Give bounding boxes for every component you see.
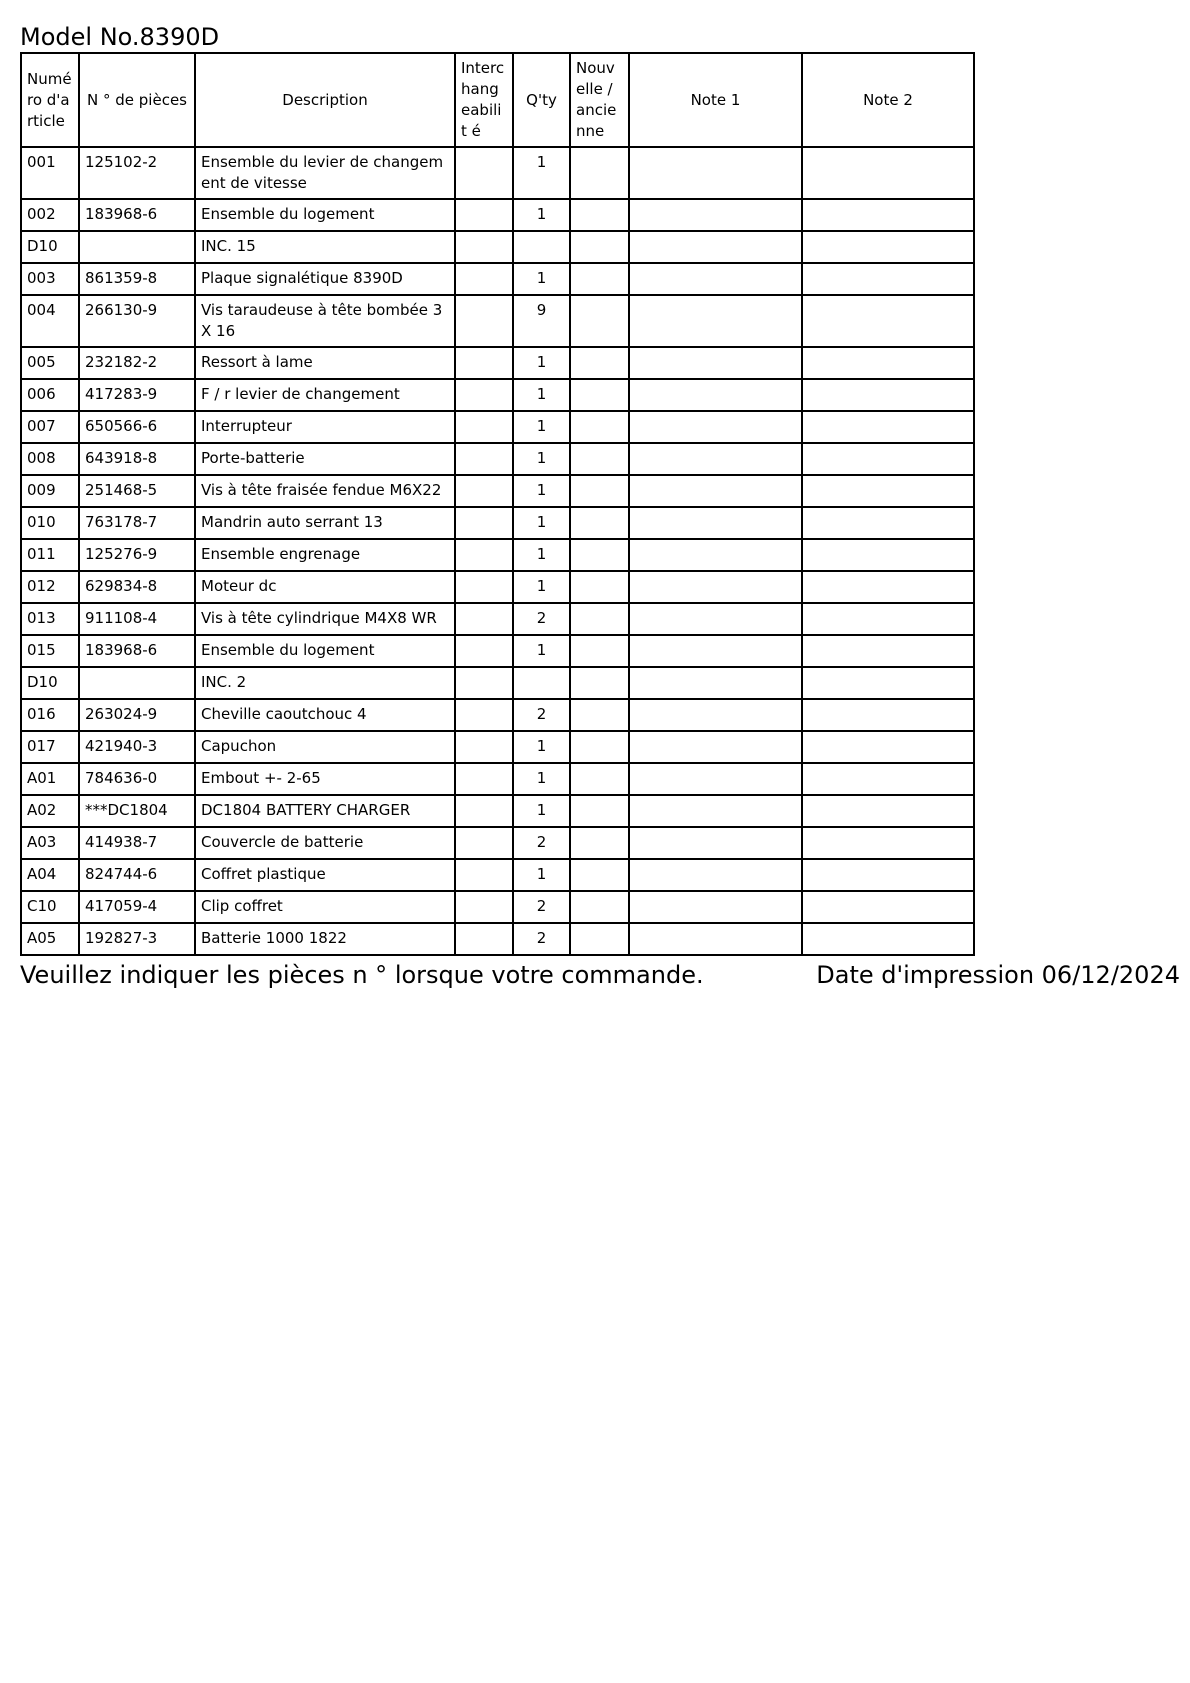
- cell-new-old: [570, 507, 629, 539]
- cell-description: Ensemble du logement: [195, 199, 455, 231]
- cell-note-2: [802, 635, 974, 667]
- cell-item-no: A05: [21, 923, 79, 955]
- cell-item-no: A04: [21, 859, 79, 891]
- table-row: [21, 667, 974, 699]
- cell-item-no: 010: [21, 507, 79, 539]
- cell-note-2: [802, 411, 974, 443]
- cell-interchangeability: [455, 571, 513, 603]
- table-row: [21, 731, 974, 763]
- cell-new-old: [570, 379, 629, 411]
- cell-description: INC. 15: [195, 231, 455, 263]
- cell-qty: [513, 667, 570, 699]
- cell-qty: 2: [513, 923, 570, 955]
- cell-note-2: [802, 199, 974, 231]
- cell-note-1: [629, 891, 802, 923]
- cell-item-no: 001: [21, 147, 79, 199]
- cell-qty: 1: [513, 795, 570, 827]
- cell-part-no: 763178-7: [79, 507, 195, 539]
- cell-interchangeability: [455, 699, 513, 731]
- cell-note-1: [629, 295, 802, 347]
- cell-qty: 1: [513, 571, 570, 603]
- header-item-no: Numé ro d'a rticle: [21, 53, 79, 147]
- header-note-2: Note 2: [802, 53, 974, 147]
- cell-interchangeability: [455, 263, 513, 295]
- cell-note-1: [629, 199, 802, 231]
- cell-qty: 2: [513, 827, 570, 859]
- table-row: [21, 827, 974, 859]
- cell-new-old: [570, 859, 629, 891]
- cell-description: Ensemble du logement: [195, 635, 455, 667]
- cell-description: Interrupteur: [195, 411, 455, 443]
- cell-part-no: 629834-8: [79, 571, 195, 603]
- cell-item-no: 002: [21, 199, 79, 231]
- cell-note-1: [629, 923, 802, 955]
- cell-new-old: [570, 571, 629, 603]
- cell-new-old: [570, 539, 629, 571]
- cell-description: Coffret plastique: [195, 859, 455, 891]
- cell-interchangeability: [455, 295, 513, 347]
- cell-interchangeability: [455, 199, 513, 231]
- cell-note-1: [629, 411, 802, 443]
- cell-note-2: [802, 859, 974, 891]
- cell-note-1: [629, 347, 802, 379]
- cell-part-no: 911108-4: [79, 603, 195, 635]
- cell-description: Capuchon: [195, 731, 455, 763]
- cell-interchangeability: [455, 347, 513, 379]
- cell-qty: 1: [513, 635, 570, 667]
- cell-qty: [513, 231, 570, 263]
- table-row: [21, 507, 974, 539]
- header-interchangeability: Interc hang eabilit é: [455, 53, 513, 147]
- cell-description: INC. 2: [195, 667, 455, 699]
- cell-description: Embout +- 2-65: [195, 763, 455, 795]
- cell-note-1: [629, 571, 802, 603]
- cell-note-1: [629, 379, 802, 411]
- cell-new-old: [570, 231, 629, 263]
- cell-description: Mandrin auto serrant 13: [195, 507, 455, 539]
- cell-new-old: [570, 923, 629, 955]
- header-qty: Q'ty: [513, 53, 570, 147]
- cell-item-no: 009: [21, 475, 79, 507]
- cell-note-1: [629, 635, 802, 667]
- cell-part-no: 414938-7: [79, 827, 195, 859]
- cell-qty: 1: [513, 507, 570, 539]
- cell-qty: 1: [513, 263, 570, 295]
- cell-note-2: [802, 147, 974, 199]
- table-row: [21, 763, 974, 795]
- cell-note-2: [802, 443, 974, 475]
- cell-note-2: [802, 295, 974, 347]
- cell-note-2: [802, 699, 974, 731]
- cell-description: Porte-batterie: [195, 443, 455, 475]
- cell-part-no: 251468-5: [79, 475, 195, 507]
- cell-note-2: [802, 891, 974, 923]
- cell-interchangeability: [455, 795, 513, 827]
- cell-note-2: [802, 603, 974, 635]
- header-part-no: N ° de pièces: [79, 53, 195, 147]
- cell-description: Cheville caoutchouc 4: [195, 699, 455, 731]
- cell-qty: 2: [513, 891, 570, 923]
- print-date: Date d'impression 06/12/2024: [816, 961, 1180, 989]
- cell-new-old: [570, 443, 629, 475]
- cell-new-old: [570, 295, 629, 347]
- table-row: [21, 699, 974, 731]
- header-description: Description: [195, 53, 455, 147]
- cell-note-2: [802, 923, 974, 955]
- cell-item-no: 008: [21, 443, 79, 475]
- cell-item-no: 017: [21, 731, 79, 763]
- cell-item-no: 003: [21, 263, 79, 295]
- cell-new-old: [570, 667, 629, 699]
- cell-note-1: [629, 539, 802, 571]
- cell-interchangeability: [455, 923, 513, 955]
- cell-new-old: [570, 731, 629, 763]
- cell-item-no: 005: [21, 347, 79, 379]
- cell-qty: 1: [513, 859, 570, 891]
- cell-note-2: [802, 827, 974, 859]
- cell-interchangeability: [455, 539, 513, 571]
- cell-interchangeability: [455, 443, 513, 475]
- cell-note-1: [629, 731, 802, 763]
- cell-note-1: [629, 231, 802, 263]
- table-row: [21, 859, 974, 891]
- cell-new-old: [570, 411, 629, 443]
- cell-item-no: A03: [21, 827, 79, 859]
- cell-description: Ressort à lame: [195, 347, 455, 379]
- cell-qty: 1: [513, 199, 570, 231]
- cell-interchangeability: [455, 603, 513, 635]
- cell-item-no: 011: [21, 539, 79, 571]
- cell-note-2: [802, 263, 974, 295]
- cell-interchangeability: [455, 231, 513, 263]
- cell-new-old: [570, 795, 629, 827]
- cell-new-old: [570, 635, 629, 667]
- cell-interchangeability: [455, 411, 513, 443]
- cell-qty: 9: [513, 295, 570, 347]
- cell-new-old: [570, 699, 629, 731]
- cell-part-no: 183968-6: [79, 199, 195, 231]
- table-row: [21, 347, 974, 379]
- cell-part-no: 125276-9: [79, 539, 195, 571]
- table-row: [21, 379, 974, 411]
- cell-item-no: 004: [21, 295, 79, 347]
- cell-note-2: [802, 667, 974, 699]
- cell-qty: 1: [513, 411, 570, 443]
- cell-description: F / r levier de changement: [195, 379, 455, 411]
- cell-interchangeability: [455, 731, 513, 763]
- cell-part-no: 417059-4: [79, 891, 195, 923]
- cell-new-old: [570, 347, 629, 379]
- cell-qty: 1: [513, 147, 570, 199]
- header-note-1: Note 1: [629, 53, 802, 147]
- cell-part-no: 417283-9: [79, 379, 195, 411]
- header-new-old: Nouv elle / ancie nne: [570, 53, 629, 147]
- cell-interchangeability: [455, 475, 513, 507]
- cell-description: Batterie 1000 1822: [195, 923, 455, 955]
- cell-description: Couvercle de batterie: [195, 827, 455, 859]
- cell-note-1: [629, 667, 802, 699]
- cell-interchangeability: [455, 635, 513, 667]
- cell-item-no: 013: [21, 603, 79, 635]
- cell-interchangeability: [455, 859, 513, 891]
- cell-note-1: [629, 263, 802, 295]
- cell-note-2: [802, 571, 974, 603]
- cell-item-no: A02: [21, 795, 79, 827]
- cell-note-1: [629, 443, 802, 475]
- cell-qty: 1: [513, 763, 570, 795]
- table-row: [21, 199, 974, 231]
- cell-note-1: [629, 603, 802, 635]
- cell-qty: 1: [513, 475, 570, 507]
- cell-note-1: [629, 827, 802, 859]
- table-row: [21, 603, 974, 635]
- cell-qty: 1: [513, 731, 570, 763]
- cell-item-no: 012: [21, 571, 79, 603]
- cell-part-no: 824744-6: [79, 859, 195, 891]
- table-row: [21, 231, 974, 263]
- cell-note-1: [629, 859, 802, 891]
- cell-note-1: [629, 507, 802, 539]
- cell-note-2: [802, 347, 974, 379]
- cell-description: Vis à tête cylindrique M4X8 WR: [195, 603, 455, 635]
- cell-item-no: D10: [21, 231, 79, 263]
- cell-part-no: 650566-6: [79, 411, 195, 443]
- cell-new-old: [570, 603, 629, 635]
- cell-interchangeability: [455, 379, 513, 411]
- table-header-row: [21, 53, 974, 147]
- cell-item-no: C10: [21, 891, 79, 923]
- footer-note: Veuillez indiquer les pièces n ° lorsque votre commande.: [20, 961, 704, 989]
- cell-part-no: [79, 231, 195, 263]
- cell-qty: 2: [513, 699, 570, 731]
- cell-description: Plaque signalétique 8390D: [195, 263, 455, 295]
- cell-note-1: [629, 147, 802, 199]
- cell-description: Moteur dc: [195, 571, 455, 603]
- table-row: [21, 475, 974, 507]
- cell-note-2: [802, 731, 974, 763]
- cell-part-no: 183968-6: [79, 635, 195, 667]
- cell-note-2: [802, 763, 974, 795]
- cell-new-old: [570, 475, 629, 507]
- cell-note-2: [802, 379, 974, 411]
- cell-description: Vis à tête fraisée fendue M6X22: [195, 475, 455, 507]
- cell-new-old: [570, 891, 629, 923]
- cell-item-no: 007: [21, 411, 79, 443]
- table-row: [21, 295, 974, 347]
- cell-new-old: [570, 763, 629, 795]
- cell-part-no: ***DC1804: [79, 795, 195, 827]
- cell-qty: 1: [513, 443, 570, 475]
- cell-qty: 1: [513, 539, 570, 571]
- cell-part-no: 861359-8: [79, 263, 195, 295]
- table-row: [21, 891, 974, 923]
- cell-interchangeability: [455, 763, 513, 795]
- cell-part-no: 784636-0: [79, 763, 195, 795]
- cell-note-2: [802, 231, 974, 263]
- cell-part-no: 125102-2: [79, 147, 195, 199]
- cell-part-no: 266130-9: [79, 295, 195, 347]
- cell-description: Ensemble du levier de changem ent de vitesse: [195, 147, 455, 199]
- table-row: [21, 443, 974, 475]
- cell-part-no: 192827-3: [79, 923, 195, 955]
- table-row: [21, 411, 974, 443]
- cell-new-old: [570, 147, 629, 199]
- cell-part-no: 643918-8: [79, 443, 195, 475]
- table-row: [21, 795, 974, 827]
- cell-note-2: [802, 507, 974, 539]
- cell-part-no: 263024-9: [79, 699, 195, 731]
- cell-item-no: 016: [21, 699, 79, 731]
- parts-table-body: [21, 147, 974, 955]
- cell-qty: 2: [513, 603, 570, 635]
- cell-note-2: [802, 795, 974, 827]
- cell-item-no: 015: [21, 635, 79, 667]
- cell-note-2: [802, 539, 974, 571]
- cell-description: DC1804 BATTERY CHARGER: [195, 795, 455, 827]
- cell-new-old: [570, 827, 629, 859]
- table-row: [21, 539, 974, 571]
- cell-note-2: [802, 475, 974, 507]
- table-row: [21, 263, 974, 295]
- cell-interchangeability: [455, 147, 513, 199]
- cell-interchangeability: [455, 891, 513, 923]
- cell-qty: 1: [513, 347, 570, 379]
- cell-description: Clip coffret: [195, 891, 455, 923]
- cell-part-no: 232182-2: [79, 347, 195, 379]
- table-row: [21, 635, 974, 667]
- cell-description: Vis taraudeuse à tête bombée 3X 16: [195, 295, 455, 347]
- cell-note-1: [629, 763, 802, 795]
- table-row: [21, 923, 974, 955]
- cell-interchangeability: [455, 667, 513, 699]
- cell-note-1: [629, 699, 802, 731]
- cell-interchangeability: [455, 827, 513, 859]
- cell-item-no: A01: [21, 763, 79, 795]
- cell-part-no: 421940-3: [79, 731, 195, 763]
- cell-item-no: D10: [21, 667, 79, 699]
- cell-part-no: [79, 667, 195, 699]
- parts-table: [20, 52, 975, 956]
- cell-description: Ensemble engrenage: [195, 539, 455, 571]
- cell-interchangeability: [455, 507, 513, 539]
- cell-note-1: [629, 475, 802, 507]
- cell-new-old: [570, 199, 629, 231]
- table-row: [21, 571, 974, 603]
- table-row: [21, 147, 974, 199]
- cell-new-old: [570, 263, 629, 295]
- cell-qty: 1: [513, 379, 570, 411]
- page-title: Model No.8390D: [20, 23, 220, 51]
- cell-item-no: 006: [21, 379, 79, 411]
- cell-note-1: [629, 795, 802, 827]
